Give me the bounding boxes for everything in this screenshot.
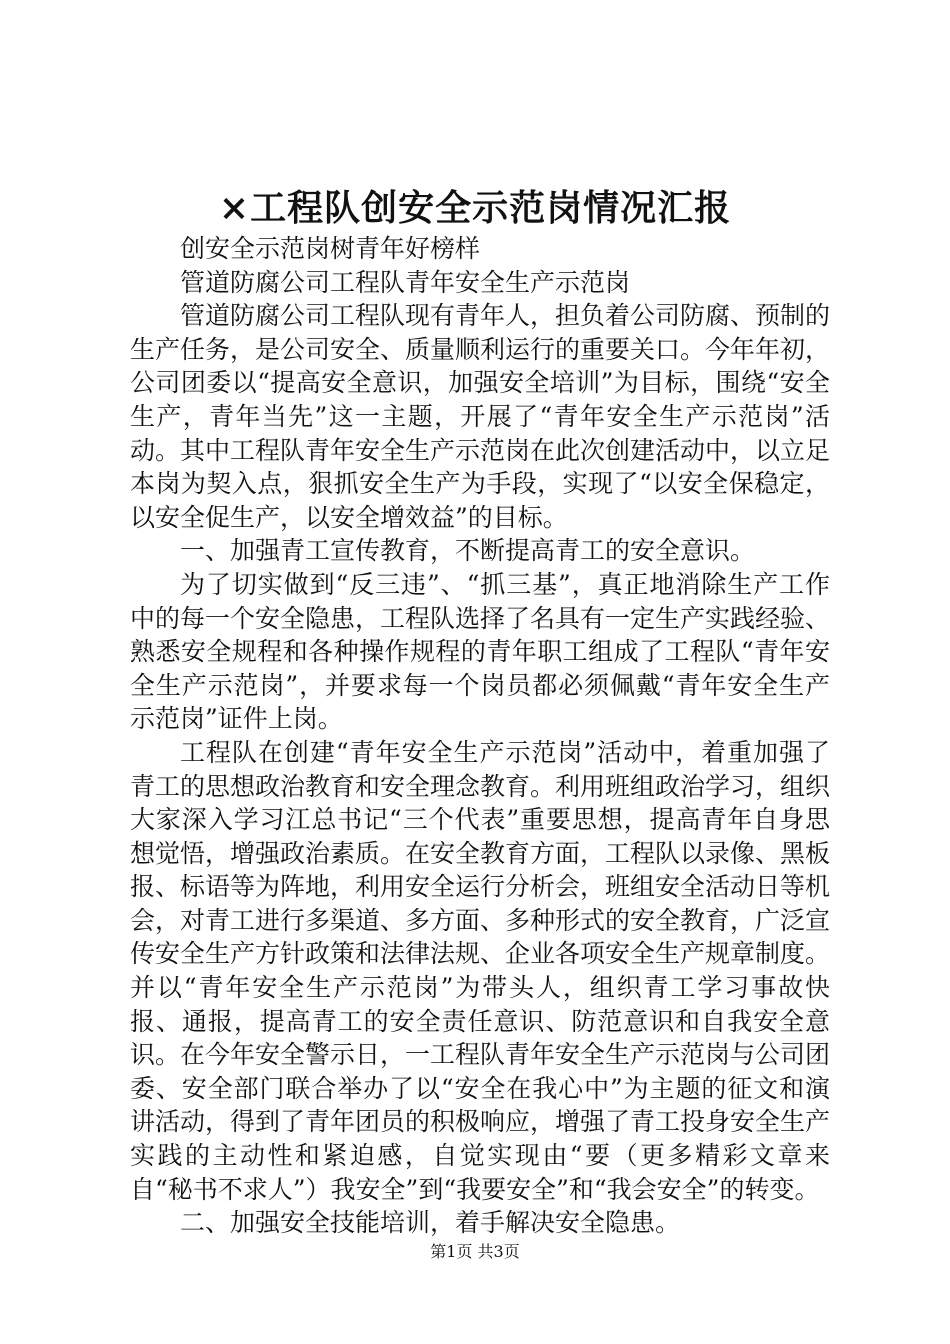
body-paragraph: 管道防腐公司工程队现有青年人，担负着公司防腐、预制的生产任务，是公司安全、质量顺利运行的重要关口。今年年初，公司团委以“提高安全意识，加强安全培训”为目标，围绕“安全生产，青年当先”这一主题，开展了“青年安全生产示范岗”活动。其中工程队青年安全生产示范岗在此次创建活动中，以立足本岗为契入点，狠抓安全生产为手段，实现了“以安全保稳定，以安全促生产，以安全增效益”的目标。 <box>130 301 831 532</box>
document-title: ×工程队创安全示范岗情况汇报 <box>218 187 732 229</box>
body-paragraph: 工程队在创建“青年安全生产示范岗”活动中，着重加强了青工的思想政治教育和安全理念教育。利用班组政治学习，组织大家深入学习江总书记“三个代表”重要思想，提高青年自身思想觉悟，增强政治素质。在安全教育方面，工程队以录像、黑板报、标语等为阵地，利用安全运行分析会，班组安全活动日等机会，对青工进行多渠道、多方面、多种形式的安全教育，广泛宣传安全生产方针政策和法律法规、企业各项安全生产规章制度。并以“青年安全生产示范岗”为带头人，组织青工学习事故快报、通报，提高青工的安全责任意识、防范意识和自我安全意识。在今年安全警示日，一工程队青年安全生产示范岗与公司团委、安全部门联合举办了以“安全在我心中”为主题的征文和演讲活动，得到了青年团员的积极响应，增强了青工投身安全生产实践的主动性和紧迫感，自觉实现由“要（更多精彩文章来自“秘书不求人”）我安全”到“我要安全”和“我会安全”的转变。 <box>130 737 831 1204</box>
subtitle-line: 创安全示范岗树青年好榜样 <box>180 234 481 263</box>
section-heading: 二、加强安全技能培训，着手解决安全隐患。 <box>180 1208 681 1238</box>
body-paragraph: 为了切实做到“反三违”、“抓三基”，真正地消除生产工作中的每一个安全隐患，工程队选择了名具有一定生产实践经验、熟悉安全规程和各种操作规程的青年职工组成了工程队“青年安全生产示范岗”，并要求每一个岗员都必须佩戴“青年安全生产示范岗”证件上岗。 <box>130 569 831 734</box>
subtitle-line: 管道防腐公司工程队青年安全生产示范岗 <box>180 267 631 297</box>
section-heading: 一、加强青工宣传教育，不断提高青工的安全意识。 <box>180 536 756 566</box>
page-footer: 第1页 共3页 <box>430 1242 520 1261</box>
document-body <box>130 232 830 1240</box>
